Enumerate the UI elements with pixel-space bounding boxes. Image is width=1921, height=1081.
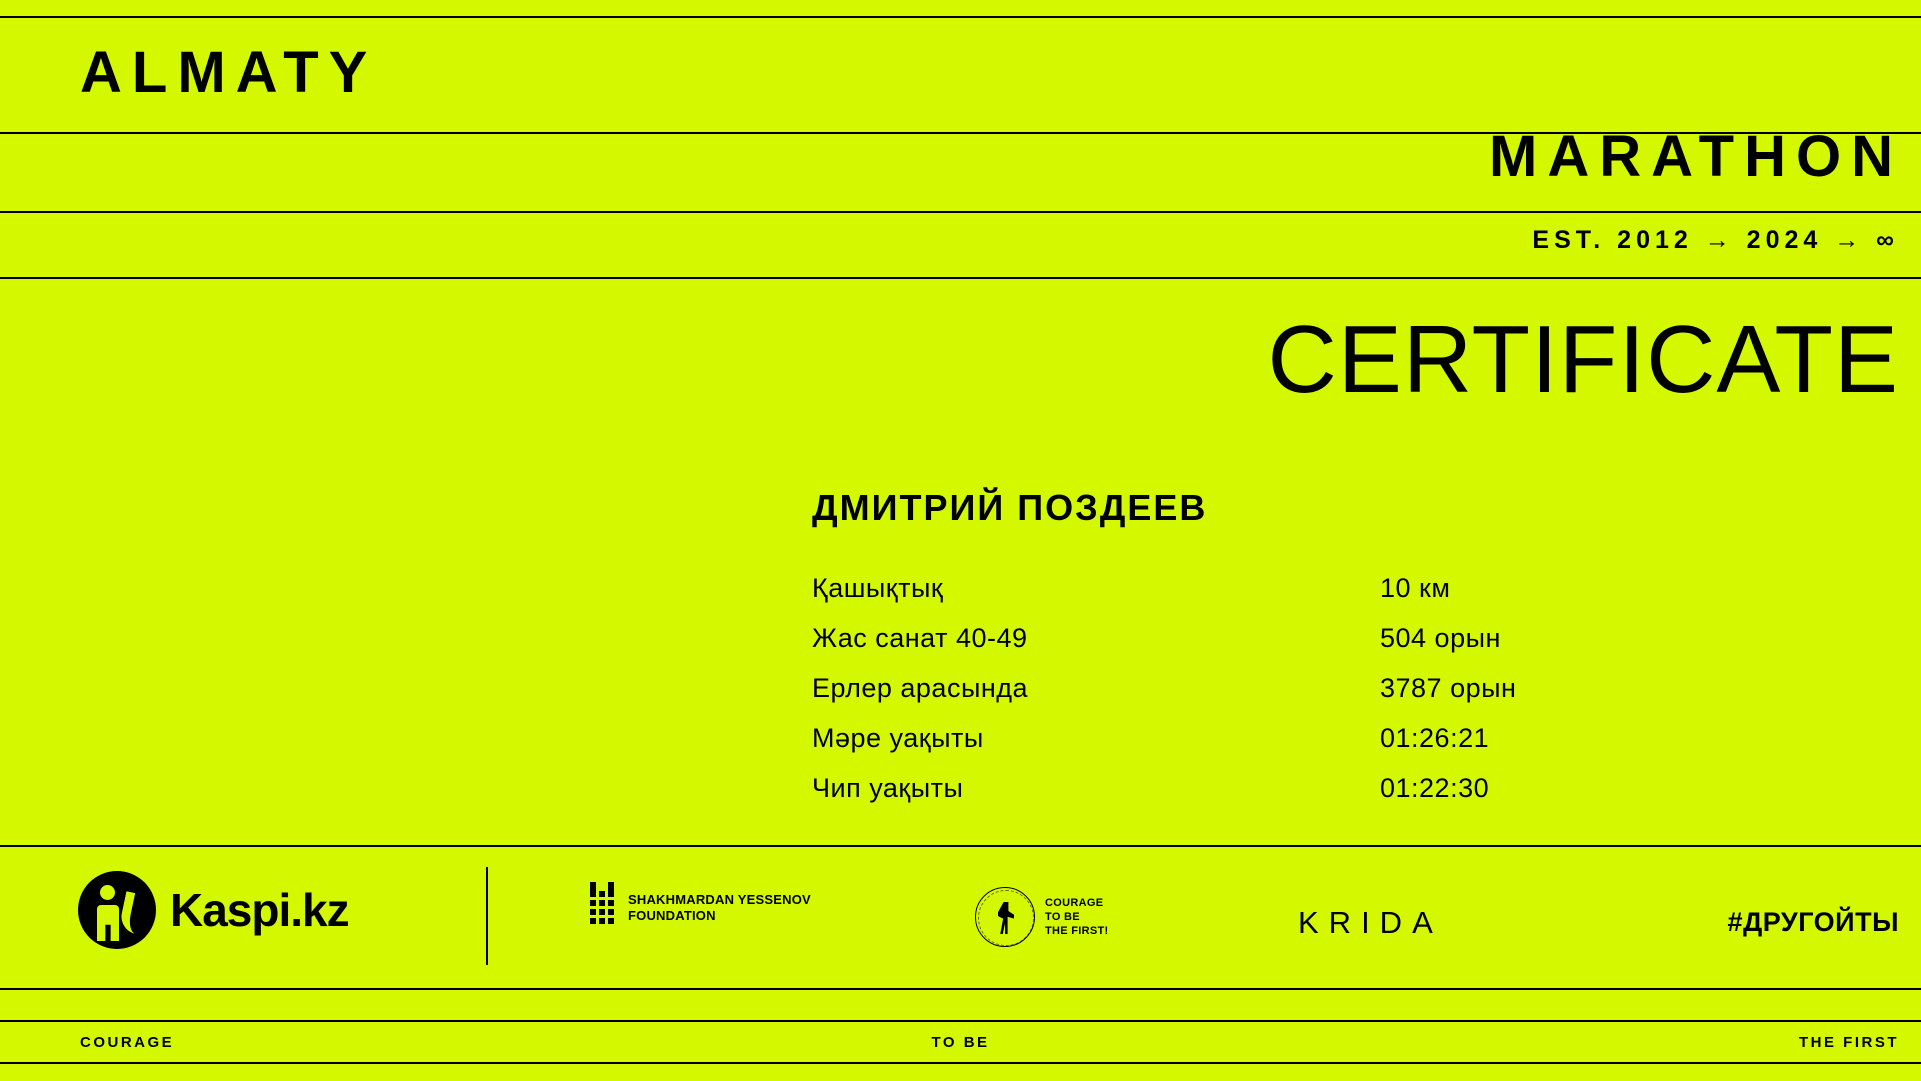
result-label: Чип уақыты [812, 773, 964, 803]
sponsor-corporate-fund [975, 887, 1109, 947]
established-text: EST. 2012 → 2024 → ∞ [1532, 226, 1899, 254]
kaspi-logo-icon [78, 871, 156, 949]
table-row [812, 773, 1612, 823]
table-row [812, 623, 1612, 673]
table-row [812, 723, 1612, 773]
corporate-fund-logo-icon [975, 887, 1035, 947]
result-label: Қашықтық [812, 573, 944, 603]
kaspi-wordmark: Kaspi.kz [170, 884, 349, 936]
result-value: 504 орын [1380, 623, 1501, 653]
yessenov-line1: SHAKHMARDAN YESSENOV [628, 891, 811, 907]
footer-middle: TO BE [931, 1033, 990, 1051]
sponsor-yessenov-foundation [590, 891, 811, 925]
result-value: 01:26:21 [1380, 723, 1490, 753]
athlete-name: ДМИТРИЙ ПОЗДЕЕВ [812, 487, 1208, 528]
sponsor-kaspi [78, 871, 349, 949]
brand-marathon: MARATHON [1489, 124, 1903, 189]
footer-right: THE FIRST [1799, 1033, 1899, 1051]
yessenov-wordmark [628, 892, 811, 925]
divider-line [0, 16, 1921, 18]
divider-line [0, 211, 1921, 213]
divider-line [0, 1062, 1921, 1064]
hashtag-drugoity: #ДРУГОЙТЫ [1727, 907, 1899, 937]
result-value: 01:22:30 [1380, 773, 1490, 803]
divider-line [0, 988, 1921, 990]
results-table [812, 573, 1612, 823]
yessenov-line2: FOUNDATION [628, 908, 716, 923]
corporate-fund-wordmark [1045, 896, 1109, 939]
sponsor-band [0, 847, 1921, 988]
vertical-divider [486, 867, 488, 965]
table-row [812, 673, 1612, 723]
yessenov-logo-icon [590, 891, 616, 925]
result-label: Мәре уақыты [812, 723, 984, 753]
table-row [812, 573, 1612, 623]
footer-slogan [0, 1022, 1921, 1062]
corporate-line1: COURAGE [1045, 896, 1104, 909]
result-label: Жас санат 40-49 [812, 623, 1028, 653]
page-title: CERTIFICATE [1267, 306, 1899, 413]
result-value: 10 км [1380, 573, 1451, 603]
footer-left: COURAGE [80, 1033, 175, 1051]
divider-line [0, 277, 1921, 279]
result-value: 3787 орын [1380, 673, 1517, 703]
corporate-line2: TO BE [1045, 910, 1080, 923]
result-label: Ерлер арасында [812, 673, 1029, 703]
sponsor-krida: KRIDA [1298, 905, 1443, 940]
corporate-line3: THE FIRST! [1045, 925, 1109, 938]
brand-almaty: ALMATY [80, 40, 378, 105]
